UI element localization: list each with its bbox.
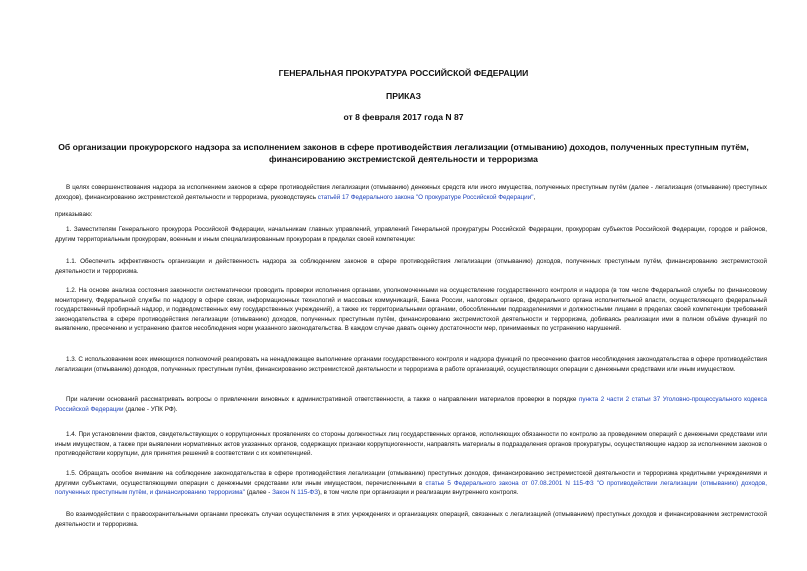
intro-paragraph <box>55 183 767 202</box>
violations-text: При наличии оснований рассматривать вопросы о привлечении виновных к административной ответственности, а также о направлении материалов проверки в порядке <box>66 396 579 403</box>
doc-type-heading: ПРИКАЗ <box>386 91 421 101</box>
paragraph-1-5 <box>55 469 767 498</box>
law-17-link[interactable]: статьёй 17 Федерального закона "О прокуратуре Российской Федерации" <box>317 193 534 201</box>
order-word: приказываю: <box>55 211 93 218</box>
paragraph-cooperation: Во взаимодействии с правоохранительными органами пресекать случаи осуществления в этих учреждениях и организациях операций, связанных с легализацией (отмыванием) преступных доходов и финансированием экстремистской деятельности и терроризма. <box>55 511 767 528</box>
date-number-heading: от 8 февраля 2017 года N 87 <box>343 112 464 122</box>
p1-5-tail: ), в том числе при организации и реализации внутреннего контроля. <box>318 489 519 497</box>
paragraph-violations <box>55 395 767 414</box>
law-115-link[interactable]: Закон N 115-ФЗ <box>272 489 319 497</box>
p1-5-text: 1.5. Обращать особое внимание на соблюдение законодательства в сфере противодействия легализации (отмыванию) преступных доходов, финансированию экстремистской деятельности и терроризма кредитными учреждениями и другими субъектами, осуществляющими операции с денежными средствами или иным имуществом, перечисленными в <box>55 470 767 487</box>
paragraph-1-1: 1.1. Обеспечить эффективность организации и действенность надзора за соблюдением законов в сфере противодействия легализации (отмыванию) доходов, полученных преступным путём, финансированию экстремистской деятельности и терроризма. <box>55 258 767 275</box>
intro-tail: , <box>533 193 536 201</box>
upk-article-37-link[interactable]: пункта 2 части 2 статьи 37 Уголовно-процессуального кодекса Российской Федерации <box>55 396 767 413</box>
org-heading: ГЕНЕРАЛЬНАЯ ПРОКУРАТУРА РОССИЙСКОЙ ФЕДЕРАЦИИ <box>278 68 529 78</box>
paragraph-1-2: 1.2. На основе анализа состояния законности систематически проводить проверки исполнения органами, уполномоченными на осуществление государственного контроля и надзора (в том числе Федеральной службы по финансовому мониторингу, Федеральной службы по надзору в сфере связи, информационных технологий и массовых коммуникаций, Банка России, налоговых органов, федерального органа исполнительной власти, осуществляющего федеральный государственный пробирный надзор, и подведомственных ему государственных учреждений), а также их территориальными органами, обособленными подразделениями и должностными лицами в пределах своей компетенции требований законодательства в сфере противодействия легализации (отмыванию) доходов, полученных преступным путём, финансированию экстремистской деятельности и терроризма, добиваясь реализации ими в полном объёме функций по выявлению, пресечению и устранению фактов несоблюдения норм указанного законодательства. В каждом случае давать оценку достаточности мер, принимаемых по устранению нарушений. <box>55 287 767 333</box>
document-title: Об организации прокурорского надзора за исполнением законов в сфере противодействия легализации (отмыванию) доходов, полученных преступным путём, финансированию экстремистской деятельности и терроризма <box>58 142 749 164</box>
paragraph-1-3: 1.3. С использованием всех имеющихся полномочий реагировать на ненадлежащее выполнение органами государственного контроля и надзора функций по пресечению фактов несоблюдения законодательства в сфере противодействия легализации (отмыванию) доходов, полученных преступным путём, финансированию экстремистской деятельности и терроризма в работе организаций, осуществляющих операции с денежными средствами или иным имуществом. <box>55 356 767 373</box>
paragraph-1: 1. Заместителям Генерального прокурора Российской Федерации, начальникам главных управлений, управлений Генеральной прокуратуры Российской Федерации, прокурорам субъектов Российской Федерации, городов и районов, другим территориальным прокурорам, военным и иным специализированным прокурорам в пределах своей компетенции: <box>55 226 767 243</box>
p1-5-mid: (далее - <box>244 489 273 497</box>
law-115-article-5-link[interactable]: статье 5 Федерального закона от 07.08.2001 N 115-ФЗ "О противодействии легализации (отмыванию) доходов, полученных преступным путём, и финансированию терроризма" <box>55 479 767 497</box>
paragraph-1-4: 1.4. При установлении фактов, свидетельствующих о коррупционных проявлениях со стороны должностных лиц государственных органов, исполняющих обязанности по контролю за проведением операций с денежными средствами или иным имуществом, а также при выявлении нормативных актов указанных органов, содержащих признаки коррупциогенности, направлять материалы в подразделения органов прокуратуры, осуществляющие надзор за исполнением законов о противодействии коррупции, для принятия решений в соответствии с их компетенцией. <box>55 431 767 458</box>
intro-text: В целях совершенствования надзора за исполнением законов в сфере противодействия легализации (отмыванию) денежных средств или иного имущества, полученных преступным путём (далее - легализация (отмывание) преступных доходов), финансированию экстремистской деятельности и терроризма, руководствуясь <box>55 184 767 201</box>
violations-tail: (далее - УПК РФ). <box>123 405 178 413</box>
